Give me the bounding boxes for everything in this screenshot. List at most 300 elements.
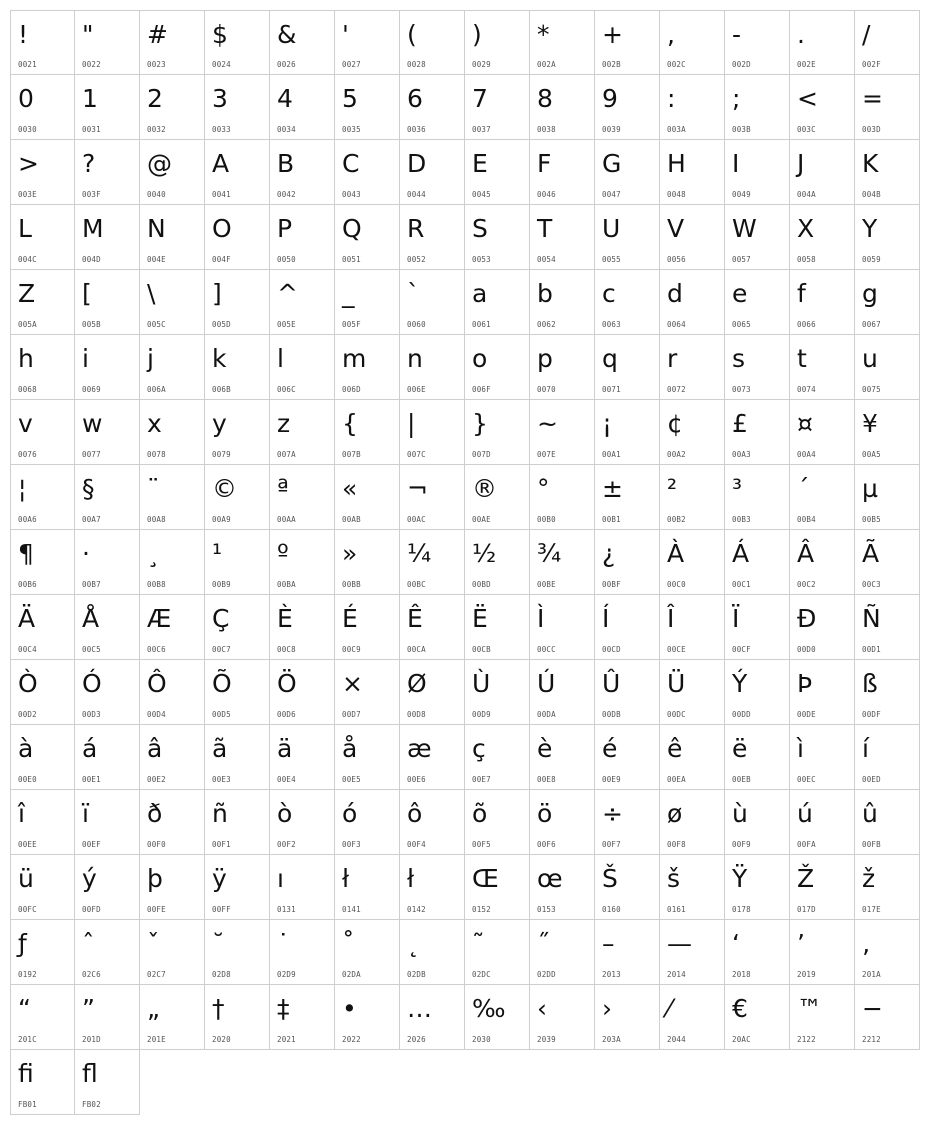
glyph-code: 00DE	[797, 710, 816, 719]
glyph-cell	[465, 270, 530, 335]
glyph-char: <	[797, 84, 818, 113]
glyph-char: t	[797, 344, 807, 373]
glyph-char: Ý	[732, 669, 748, 698]
glyph-char: 8	[537, 84, 553, 113]
glyph-char: Ã	[862, 539, 880, 568]
glyph-cell	[400, 465, 465, 530]
glyph-char: 5	[342, 84, 358, 113]
glyph-code: 00BA	[277, 580, 296, 589]
glyph-char: ⁄	[667, 994, 672, 1023]
glyph-char: Ï	[732, 604, 740, 633]
glyph-cell	[465, 465, 530, 530]
glyph-code: 00FB	[862, 840, 881, 849]
glyph-code: 0022	[82, 60, 101, 69]
glyph-cell	[400, 140, 465, 205]
glyph-code: 00E4	[277, 775, 296, 784]
glyph-char: ô	[407, 799, 423, 828]
glyph-code: 0038	[537, 125, 556, 134]
glyph-char: 2	[147, 84, 163, 113]
glyph-char: ©	[212, 474, 237, 503]
glyph-char: Ó	[82, 669, 102, 698]
glyph-char: 6	[407, 84, 423, 113]
glyph-char: I	[732, 149, 740, 178]
glyph-cell	[75, 205, 140, 270]
glyph-code: 00DA	[537, 710, 556, 719]
glyph-char: |	[407, 409, 416, 438]
glyph-char: ¼	[407, 539, 432, 568]
glyph-cell	[270, 400, 335, 465]
glyph-code: 003B	[732, 125, 751, 134]
glyph-char: C	[342, 149, 360, 178]
glyph-cell	[400, 660, 465, 725]
glyph-cell	[530, 855, 595, 920]
glyph-cell	[595, 205, 660, 270]
glyph-char: h	[18, 344, 34, 373]
glyph-char: b	[537, 279, 553, 308]
glyph-cell	[530, 985, 595, 1050]
glyph-cell	[400, 920, 465, 985]
glyph-char: &	[277, 20, 297, 49]
glyph-cell	[140, 205, 205, 270]
glyph-code: 2039	[537, 1035, 556, 1044]
glyph-cell	[790, 920, 855, 985]
glyph-code: 00FF	[212, 905, 231, 914]
glyph-char: ®	[472, 474, 497, 503]
glyph-char: Û	[602, 669, 621, 698]
glyph-cell	[400, 205, 465, 270]
glyph-char: ý	[82, 864, 97, 893]
glyph-cell	[75, 790, 140, 855]
glyph-char: ¦	[18, 474, 27, 503]
glyph-char: =	[862, 84, 883, 113]
glyph-char: U	[602, 214, 621, 243]
glyph-char: !	[18, 20, 29, 49]
glyph-char: {	[342, 409, 358, 438]
glyph-code: 005F	[342, 320, 361, 329]
glyph-cell	[270, 660, 335, 725]
glyph-code: 0046	[537, 190, 556, 199]
glyph-cell	[205, 790, 270, 855]
glyph-code: 00DF	[862, 710, 881, 719]
glyph-char: @	[147, 149, 172, 178]
glyph-cell	[660, 10, 725, 75]
glyph-code: 00E2	[147, 775, 166, 784]
glyph-char: #	[147, 20, 168, 49]
glyph-code: 00BE	[537, 580, 556, 589]
glyph-char: ó	[342, 799, 358, 828]
glyph-cell	[335, 725, 400, 790]
glyph-char: O	[212, 214, 232, 243]
glyph-cell	[790, 465, 855, 530]
glyph-code: 0073	[732, 385, 751, 394]
glyph-char: ö	[537, 799, 553, 828]
glyph-char: ¹	[212, 539, 223, 568]
glyph-char: ]	[212, 279, 222, 308]
glyph-cell	[465, 335, 530, 400]
glyph-code: 0037	[472, 125, 491, 134]
glyph-char: B	[277, 149, 295, 178]
glyph-code: 004A	[797, 190, 816, 199]
glyph-code: 007A	[277, 450, 296, 459]
glyph-code: 00F2	[277, 840, 296, 849]
glyph-cell	[140, 400, 205, 465]
glyph-char: ¤	[797, 409, 813, 438]
glyph-cell	[140, 530, 205, 595]
glyph-cell	[335, 10, 400, 75]
glyph-code: 00B0	[537, 515, 556, 524]
glyph-char: 7	[472, 84, 488, 113]
glyph-code: 002F	[862, 60, 881, 69]
glyph-cell	[335, 270, 400, 335]
glyph-cell	[530, 465, 595, 530]
glyph-code: 2014	[667, 970, 686, 979]
glyph-char: ¿	[602, 539, 616, 568]
glyph-cell	[595, 530, 660, 595]
glyph-code: 0076	[18, 450, 37, 459]
glyph-code: 0026	[277, 60, 296, 69]
glyph-cell	[465, 205, 530, 270]
glyph-code: 00A6	[18, 515, 37, 524]
glyph-cell	[335, 335, 400, 400]
glyph-char: €	[732, 994, 748, 1023]
glyph-code: 002D	[732, 60, 751, 69]
glyph-code: 0161	[667, 905, 686, 914]
glyph-char: /	[862, 20, 871, 49]
glyph-code: 00BF	[602, 580, 621, 589]
glyph-char: Ÿ	[732, 864, 748, 893]
glyph-char: á	[82, 734, 98, 763]
glyph-cell	[205, 400, 270, 465]
glyph-cell	[270, 530, 335, 595]
glyph-code: 00A9	[212, 515, 231, 524]
glyph-cell	[465, 400, 530, 465]
glyph-code: 00DC	[667, 710, 686, 719]
glyph-code: 00CF	[732, 645, 751, 654]
glyph-char: 4	[277, 84, 293, 113]
glyph-code: 00B9	[212, 580, 231, 589]
glyph-cell	[855, 790, 920, 855]
glyph-char: P	[277, 214, 293, 243]
glyph-code: 0062	[537, 320, 556, 329]
glyph-cell	[400, 400, 465, 465]
glyph-code: 00D1	[862, 645, 881, 654]
glyph-char: †	[212, 994, 225, 1023]
glyph-code: 002B	[602, 60, 621, 69]
glyph-code: 2013	[602, 970, 621, 979]
glyph-char: ł	[407, 864, 415, 893]
glyph-code: 2020	[212, 1035, 231, 1044]
glyph-char: ¡	[602, 409, 613, 438]
glyph-cell	[270, 855, 335, 920]
glyph-char: Æ	[147, 604, 172, 633]
glyph-cell	[725, 790, 790, 855]
glyph-cell	[660, 985, 725, 1050]
glyph-char: ±	[602, 474, 623, 503]
glyph-cell	[335, 465, 400, 530]
glyph-cell	[790, 400, 855, 465]
glyph-char: Ò	[18, 669, 38, 698]
glyph-cell	[75, 920, 140, 985]
glyph-code: 00A4	[797, 450, 816, 459]
glyph-char: À	[667, 539, 685, 568]
glyph-code: 00E9	[602, 775, 621, 784]
glyph-code: 002A	[537, 60, 556, 69]
glyph-code: 0071	[602, 385, 621, 394]
glyph-cell	[530, 75, 595, 140]
glyph-code: 0059	[862, 255, 881, 264]
glyph-code: 0074	[797, 385, 816, 394]
glyph-char: Õ	[212, 669, 232, 698]
glyph-code: 0060	[407, 320, 426, 329]
glyph-code: 00B3	[732, 515, 751, 524]
glyph-code: 00BC	[407, 580, 426, 589]
glyph-char: 0	[18, 84, 34, 113]
glyph-code: 0075	[862, 385, 881, 394]
glyph-char: ë	[732, 734, 748, 763]
glyph-code: 005A	[18, 320, 37, 329]
glyph-char: í	[862, 734, 869, 763]
glyph-cell	[205, 725, 270, 790]
glyph-cell	[725, 530, 790, 595]
glyph-cell	[855, 205, 920, 270]
glyph-char: s	[732, 344, 746, 373]
glyph-cell	[725, 985, 790, 1050]
glyph-code: 00D7	[342, 710, 361, 719]
glyph-cell	[205, 530, 270, 595]
glyph-char: ³	[732, 474, 743, 503]
glyph-char: Ë	[472, 604, 488, 633]
glyph-char: y	[212, 409, 227, 438]
glyph-code: 0031	[82, 125, 101, 134]
glyph-cell	[140, 725, 205, 790]
glyph-cell	[595, 855, 660, 920]
glyph-char: Ì	[537, 604, 545, 633]
glyph-char: ,	[667, 20, 675, 49]
glyph-cell	[660, 790, 725, 855]
glyph-code: 0079	[212, 450, 231, 459]
glyph-char: ı	[277, 864, 284, 893]
glyph-code: 003E	[18, 190, 37, 199]
glyph-code: 201A	[862, 970, 881, 979]
glyph-char: e	[732, 279, 748, 308]
glyph-char: ˚	[342, 929, 355, 958]
glyph-char: n	[407, 344, 423, 373]
glyph-cell	[75, 10, 140, 75]
glyph-cell	[400, 75, 465, 140]
glyph-char: ~	[537, 409, 558, 438]
glyph-cell	[790, 205, 855, 270]
glyph-cell	[530, 140, 595, 205]
glyph-cell	[140, 335, 205, 400]
glyph-char: È	[277, 604, 293, 633]
glyph-cell	[10, 855, 75, 920]
glyph-char: ú	[797, 799, 813, 828]
glyph-code: 0024	[212, 60, 231, 69]
glyph-char: ä	[277, 734, 293, 763]
glyph-cell	[465, 140, 530, 205]
glyph-cell	[725, 75, 790, 140]
glyph-char: ù	[732, 799, 748, 828]
glyph-cell	[205, 335, 270, 400]
glyph-cell	[270, 595, 335, 660]
glyph-char: A	[212, 149, 230, 178]
glyph-code: 00F1	[212, 840, 231, 849]
glyph-code: 0066	[797, 320, 816, 329]
glyph-char: Ç	[212, 604, 230, 633]
glyph-code: 00EB	[732, 775, 751, 784]
glyph-char: ã	[212, 734, 228, 763]
glyph-cell	[790, 270, 855, 335]
glyph-code: 00E0	[18, 775, 37, 784]
glyph-code: 00B8	[147, 580, 166, 589]
glyph-code: 004F	[212, 255, 231, 264]
glyph-cell	[660, 725, 725, 790]
glyph-cell	[855, 75, 920, 140]
glyph-char: Ù	[472, 669, 491, 698]
glyph-char: •	[342, 994, 357, 1023]
glyph-code: 00AA	[277, 515, 296, 524]
glyph-code: 0040	[147, 190, 166, 199]
glyph-char: ;	[732, 84, 741, 113]
glyph-cell	[530, 205, 595, 270]
glyph-code: 00BD	[472, 580, 491, 589]
glyph-code: 00B4	[797, 515, 816, 524]
glyph-cell	[725, 270, 790, 335]
glyph-char: Š	[602, 864, 618, 893]
glyph-cell	[530, 400, 595, 465]
glyph-code: 00F3	[342, 840, 361, 849]
glyph-char: µ	[862, 474, 878, 503]
glyph-code: 00F5	[472, 840, 491, 849]
glyph-code: 00FA	[797, 840, 816, 849]
glyph-cell	[725, 10, 790, 75]
glyph-cell	[725, 855, 790, 920]
glyph-char: −	[862, 994, 883, 1023]
glyph-cell	[270, 75, 335, 140]
glyph-cell	[140, 855, 205, 920]
glyph-code: 00C0	[667, 580, 686, 589]
glyph-char: ˘	[212, 929, 225, 958]
glyph-char: ƒ	[18, 929, 27, 958]
glyph-code: 201D	[82, 1035, 101, 1044]
glyph-code: 00EC	[797, 775, 816, 784]
glyph-char: k	[212, 344, 227, 373]
glyph-char: i	[82, 344, 89, 373]
glyph-char: —	[667, 929, 692, 958]
glyph-code: 2026	[407, 1035, 426, 1044]
glyph-cell	[530, 270, 595, 335]
glyph-code: 0023	[147, 60, 166, 69]
glyph-cell	[205, 10, 270, 75]
glyph-char: û	[862, 799, 878, 828]
glyph-cell	[660, 595, 725, 660]
glyph-cell	[660, 335, 725, 400]
glyph-cell	[10, 985, 75, 1050]
glyph-code: 00D3	[82, 710, 101, 719]
glyph-cell	[465, 530, 530, 595]
glyph-char: ÿ	[212, 864, 227, 893]
glyph-code: 00C8	[277, 645, 296, 654]
glyph-cell	[725, 595, 790, 660]
glyph-cell	[790, 790, 855, 855]
glyph-char: Ô	[147, 669, 167, 698]
glyph-cell	[140, 10, 205, 75]
glyph-cell	[270, 725, 335, 790]
glyph-code: 003C	[797, 125, 816, 134]
glyph-char: ñ	[212, 799, 228, 828]
glyph-char: “	[18, 994, 31, 1023]
glyph-cell	[400, 855, 465, 920]
glyph-cell	[140, 660, 205, 725]
glyph-code: 00E7	[472, 775, 491, 784]
glyph-char: Í	[602, 604, 610, 633]
glyph-cell	[10, 10, 75, 75]
glyph-char: Î	[667, 604, 675, 633]
glyph-cell	[855, 335, 920, 400]
glyph-char: ˇ	[147, 929, 160, 958]
glyph-char: Ü	[667, 669, 686, 698]
glyph-code: 00F0	[147, 840, 166, 849]
glyph-char: Ú	[537, 669, 556, 698]
glyph-cell	[335, 920, 400, 985]
glyph-code: 004C	[18, 255, 37, 264]
glyph-code: 00D6	[277, 710, 296, 719]
glyph-cell	[465, 595, 530, 660]
glyph-cell	[335, 660, 400, 725]
glyph-code: 00B5	[862, 515, 881, 524]
glyph-code: 00CC	[537, 645, 556, 654]
glyph-char: ×	[342, 669, 363, 698]
glyph-code: 0069	[82, 385, 101, 394]
glyph-code: 02DD	[537, 970, 556, 979]
glyph-code: 2212	[862, 1035, 881, 1044]
glyph-code: 007B	[342, 450, 361, 459]
glyph-cell	[725, 205, 790, 270]
glyph-code: 00A8	[147, 515, 166, 524]
glyph-code: 00F8	[667, 840, 686, 849]
glyph-char: S	[472, 214, 488, 243]
glyph-cell	[270, 790, 335, 855]
glyph-cell	[10, 660, 75, 725]
glyph-cell	[335, 530, 400, 595]
glyph-code: 0045	[472, 190, 491, 199]
glyph-char: þ	[147, 864, 163, 893]
glyph-code: 0055	[602, 255, 621, 264]
glyph-cell	[335, 855, 400, 920]
glyph-char: ”	[82, 994, 95, 1023]
glyph-char: î	[18, 799, 25, 828]
glyph-code: 0056	[667, 255, 686, 264]
glyph-cell	[855, 140, 920, 205]
glyph-code: 00F7	[602, 840, 621, 849]
glyph-char: p	[537, 344, 553, 373]
glyph-code: 00B1	[602, 515, 621, 524]
glyph-code: 006F	[472, 385, 491, 394]
glyph-code: 0142	[407, 905, 426, 914]
glyph-char: ü	[18, 864, 34, 893]
glyph-code: 00D5	[212, 710, 231, 719]
glyph-code: 005D	[212, 320, 231, 329]
glyph-char: ò	[277, 799, 293, 828]
glyph-cell	[530, 10, 595, 75]
glyph-cell	[400, 335, 465, 400]
glyph-code: 0192	[18, 970, 37, 979]
glyph-code: 0027	[342, 60, 361, 69]
glyph-char: è	[537, 734, 553, 763]
glyph-char: E	[472, 149, 488, 178]
glyph-cell	[270, 10, 335, 75]
glyph-code: 00DB	[602, 710, 621, 719]
